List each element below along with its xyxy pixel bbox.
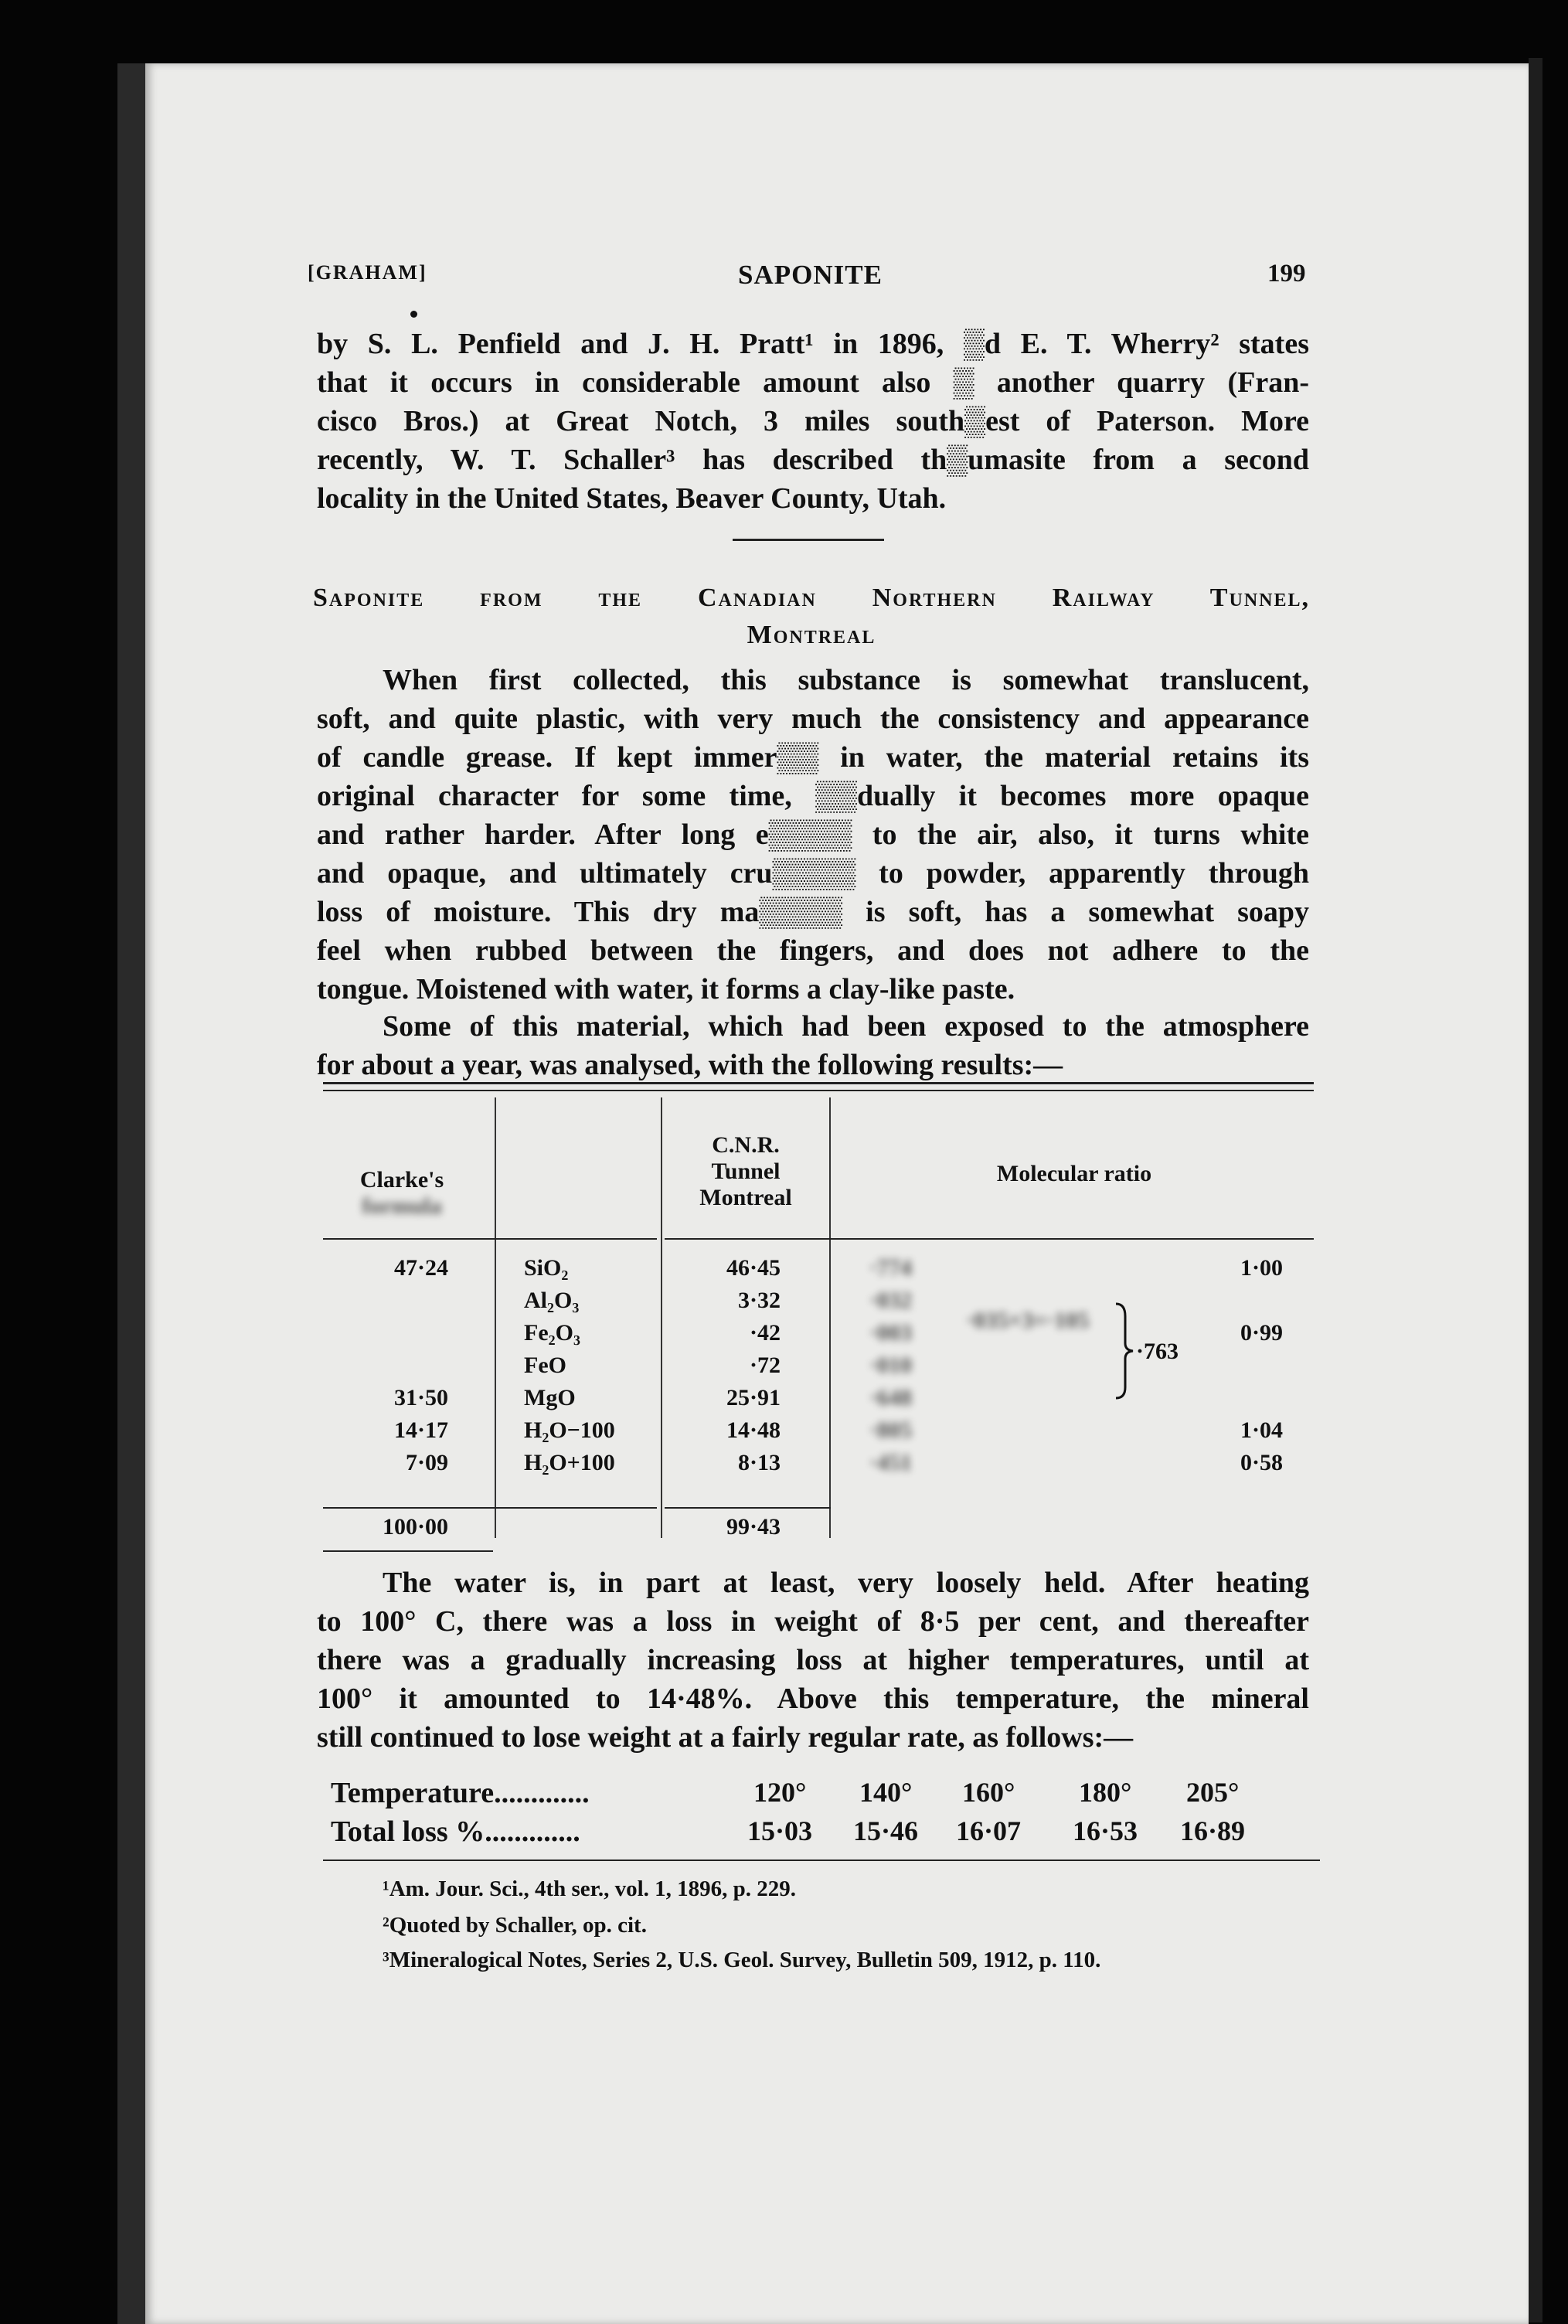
text-line: loss of moisture. This dry ma▒▒▒▒ is soft, has a somewhat soapy <box>317 896 1309 928</box>
water-loss-paragraph <box>317 1564 1309 1757</box>
molecular-value: ·010 <box>869 1353 912 1378</box>
loss-value: 16·07 <box>956 1815 1022 1846</box>
text-line: that it occurs in considerable amount also ▒ another quarry (Fran- <box>317 366 1309 399</box>
oxide-label: MgO <box>524 1385 576 1410</box>
section-divider <box>733 539 884 541</box>
text-line: When first collected, this substance is somewhat translucent, <box>383 664 1309 696</box>
clarke-value: 14·17 <box>393 1417 448 1443</box>
text-line: recently, W. T. Schaller³ has described th▒umasite from a second <box>317 444 1309 476</box>
ratio-value: 1·00 <box>1240 1255 1283 1281</box>
analysis-intro-paragraph <box>317 1007 1309 1084</box>
text-line: The water is, in part at least, very loosely held. After heating <box>383 1567 1309 1599</box>
total-rule <box>323 1507 657 1509</box>
oxide-label: H₂O−100 <box>524 1417 615 1443</box>
clarke-value: 31·50 <box>393 1385 448 1410</box>
cnr-value: 8·13 <box>737 1450 781 1475</box>
clarke-value: 7·09 <box>405 1450 448 1475</box>
oxide-label: Fe₂O₃ <box>524 1320 580 1346</box>
text-line: of candle grease. If kept immer▒▒ in water, the material retains its <box>317 741 1309 774</box>
loss-value: 15·03 <box>747 1815 813 1846</box>
total-cnr: 99·43 <box>726 1514 781 1540</box>
footnote-2: ²Quoted by Schaller, op. cit. <box>383 1913 647 1938</box>
text-line: feel when rubbed between the fingers, and does not adhere to the <box>317 934 1309 967</box>
text-line: original character for some time, ▒▒dually it becomes more opaque <box>317 780 1309 812</box>
running-header-author: [GRAHAM] <box>308 261 427 284</box>
molecular-value: ·774 <box>869 1255 912 1281</box>
text-line: tongue. Moistened with water, it forms a clay-like paste. <box>317 973 1015 1005</box>
book-spine-shadow <box>117 63 145 2324</box>
header-clarke-line1: Clarke's <box>359 1167 444 1193</box>
cnr-value: 46·45 <box>726 1255 781 1281</box>
header-clarke-line2: formula <box>362 1193 442 1219</box>
total-loss-row-label: Total loss %............. <box>331 1815 580 1848</box>
oxide-label: Al₂O₃ <box>524 1288 580 1313</box>
loss-value: 16·53 <box>1073 1815 1138 1846</box>
section-heading-line2: Montreal <box>747 621 876 649</box>
footnote-rule <box>323 1860 1320 1861</box>
column-divider <box>661 1097 662 1538</box>
footnote-3: ³Mineralogical Notes, Series 2, U.S. Geol. Survey, Bulletin 509, 1912, p. 110. <box>383 1948 1101 1972</box>
ink-dot <box>410 311 417 318</box>
loss-value: 15·46 <box>853 1815 919 1846</box>
text-line: soft, and quite plastic, with very much the consistency and appearance <box>317 703 1309 735</box>
cnr-value: ·42 <box>749 1320 781 1346</box>
molecular-value: ·805 <box>869 1417 912 1443</box>
bracket-sum: ·763 <box>1136 1339 1179 1364</box>
intro-paragraph <box>317 325 1309 518</box>
text-line: to 100° C, there was a loss in weight of 8·5 per cent, and thereafter <box>317 1605 1309 1638</box>
text-line: 100° it amounted to 14·48%. Above this temperature, the mineral <box>317 1683 1309 1715</box>
ratio-value: 1·04 <box>1240 1417 1283 1443</box>
section-heading <box>313 580 1310 654</box>
cnr-value: ·72 <box>749 1353 781 1378</box>
ratio-value: 0·99 <box>1240 1320 1283 1346</box>
running-header-title: SAPONITE <box>738 260 883 290</box>
text-line: locality in the United States, Beaver County, Utah. <box>317 482 947 515</box>
total-clarke: 100·00 <box>382 1514 448 1540</box>
text-line: Some of this material, which had been exposed to the atmosphere <box>383 1010 1309 1043</box>
temperature-value: 120° <box>753 1777 807 1808</box>
oxide-label: FeO <box>524 1353 566 1378</box>
header-clarke <box>325 1167 479 1220</box>
text-line: cisco Bros.) at Great Notch, 3 miles south▒est of Paterson. More <box>317 405 1309 437</box>
header-rule <box>323 1238 657 1240</box>
header-cnr-line1: C.N.R. <box>712 1132 780 1158</box>
header-cnr-line2: Tunnel <box>711 1159 781 1184</box>
molecular-value: ·003 <box>869 1320 912 1346</box>
molecular-value: ·648 <box>869 1385 912 1410</box>
molecular-value: ·451 <box>869 1450 912 1475</box>
text-line: still continued to lose weight at a fairly regular rate, as follows:— <box>317 1721 1134 1754</box>
oxide-label: H₂O+100 <box>524 1450 615 1475</box>
section-heading-line1: Saponite from the Canadian Northern Railway Tunnel, <box>313 584 1310 612</box>
bracket-brace <box>1113 1301 1136 1401</box>
column-divider <box>829 1097 831 1538</box>
column-divider <box>495 1097 496 1538</box>
oxide-label: SiO₂ <box>524 1255 569 1281</box>
temperature-value: 180° <box>1079 1777 1132 1808</box>
cnr-value: 25·91 <box>726 1385 781 1410</box>
molecular-value: ·032 <box>869 1288 912 1313</box>
text-line: and opaque, and ultimately cru▒▒▒▒ to powder, apparently through <box>317 857 1309 890</box>
table-bottom-rule <box>323 1550 493 1552</box>
total-rule <box>665 1507 831 1509</box>
header-molecular-ratio: Molecular ratio <box>996 1161 1152 1186</box>
description-paragraph <box>317 661 1309 1009</box>
temperature-value: 140° <box>859 1777 913 1808</box>
temperature-value: 205° <box>1186 1777 1240 1808</box>
text-line: and rather harder. After long e▒▒▒▒ to the air, also, it turns white <box>317 818 1309 851</box>
cnr-value: 14·48 <box>726 1417 781 1443</box>
page-number: 199 <box>1267 260 1306 288</box>
text-line: there was a gradually increasing loss at higher temperatures, until at <box>317 1644 1309 1676</box>
text-line: for about a year, was analysed, with the following results:— <box>317 1049 1063 1081</box>
ratio-value: 0·58 <box>1240 1450 1283 1475</box>
header-cnr-line3: Montreal <box>699 1185 792 1210</box>
footnote-1: ¹Am. Jour. Sci., 4th ser., vol. 1, 1896, p. 229. <box>383 1877 797 1901</box>
temperature-row-label: Temperature............. <box>331 1777 590 1809</box>
loss-value: 16·89 <box>1180 1815 1246 1846</box>
table-top-rule <box>323 1082 1314 1084</box>
table-top-rule-2 <box>323 1090 1314 1091</box>
header-rule <box>665 1238 1314 1240</box>
bracket-note: ·035×3=·105 <box>966 1308 1090 1333</box>
cnr-value: 3·32 <box>737 1288 781 1313</box>
text-line: by S. L. Penfield and J. H. Pratt¹ in 1896, ▒d E. T. Wherry² states <box>317 328 1309 360</box>
temperature-value: 160° <box>962 1777 1015 1808</box>
clarke-value: 47·24 <box>393 1255 448 1281</box>
page-edge <box>1529 58 1542 2322</box>
header-cnr <box>665 1132 827 1211</box>
